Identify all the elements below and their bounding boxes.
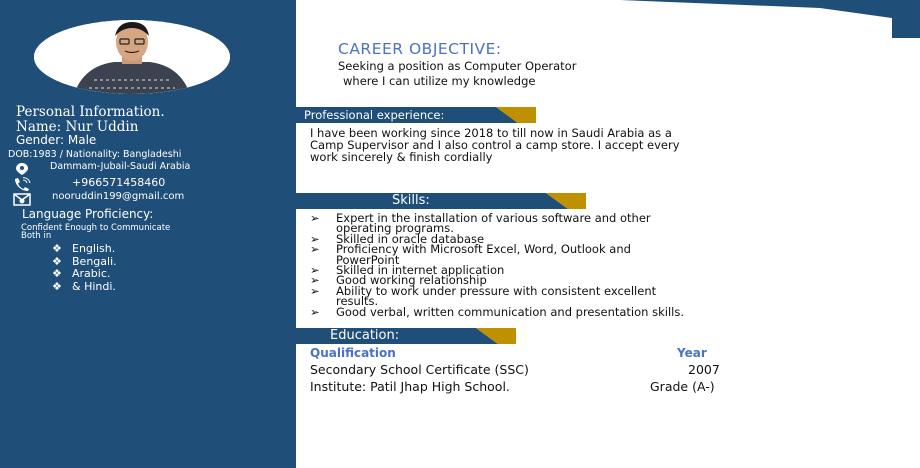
arrow-bullet-icon: ➢	[310, 231, 320, 246]
diamond-bullet-icon: ❖	[52, 267, 62, 280]
phone-number: +966571458460	[72, 176, 166, 189]
full-name: Name: Nur Uddin	[16, 119, 139, 135]
skills-list	[310, 213, 856, 317]
arrow-bullet-icon: ➢	[310, 211, 320, 225]
experience-header	[296, 107, 536, 123]
arrow-bullet-icon: ➢	[310, 283, 320, 298]
skill-item: ➢ Good verbal, written communication and presentation skills.	[310, 304, 684, 319]
location: Dammam-Jubail-Saudi Arabia	[50, 161, 191, 172]
arrow-bullet-icon: ➢	[310, 242, 320, 257]
experience-text: I have been working since 2018 to till now in Saudi Arabia as a Camp Supervisor and I also control a camp store. I accept every work sincerely & finish cordially	[310, 126, 680, 164]
language-item: ❖ English.	[52, 242, 116, 255]
language-item: ❖ Bengali.	[52, 254, 117, 268]
grade: Grade (A-)	[650, 379, 715, 394]
education-title: Education:	[330, 328, 400, 343]
diamond-bullet-icon: ❖	[52, 279, 62, 293]
arrow-bullet-icon: ➢	[310, 273, 320, 288]
skill-item: ➢ Proficiency with Microsoft Excel, Word, Outlook and PowerPoint	[310, 242, 631, 267]
skill-item: ➢ Skilled in internet application	[310, 263, 505, 278]
institute: Institute: Patil Jhap High School.	[310, 379, 510, 394]
objective-line-2: where I can utilize my knowledge	[343, 74, 536, 88]
diamond-bullet-icon: ❖	[52, 242, 62, 255]
profile-photo	[34, 20, 230, 94]
career-objective-title: CAREER OBJECTIVE:	[338, 40, 502, 58]
experience-title: Professional experience:	[304, 108, 445, 122]
skill-item: ➢ Skilled in oracle database	[310, 231, 485, 246]
skills-header	[296, 193, 586, 209]
language-item: ❖ & Hindi.	[52, 279, 116, 293]
language-note-1: Confident Enough to Communicate	[21, 223, 171, 233]
objective-line-1: Seeking a position as Computer Operator	[338, 59, 577, 73]
language-list	[52, 243, 117, 293]
location-pin-icon	[12, 162, 32, 176]
language-note-2: Both in	[21, 231, 52, 241]
email-icon	[12, 192, 32, 206]
qualification-header: Qualification	[310, 346, 396, 360]
dob-nationality: DOB:1983 / Nationality: Bangladeshi	[8, 149, 182, 160]
degree-year: 2007	[688, 362, 720, 377]
skills-title: Skills:	[392, 193, 430, 208]
arrow-bullet-icon: ➢	[310, 304, 320, 319]
degree: Secondary School Certificate (SSC)	[310, 362, 529, 377]
diamond-bullet-icon: ❖	[52, 254, 62, 268]
arrow-bullet-icon: ➢	[310, 263, 320, 278]
sidebar	[0, 0, 296, 468]
language-item: ❖ Arabic.	[52, 267, 111, 280]
phone-icon	[12, 177, 32, 191]
skill-item: ➢ Good working relationship	[310, 273, 487, 288]
email[interactable]: nooruddin199@gmail.com	[52, 191, 185, 202]
skill-item: ➢ Ability to work under pressure with consistent excellent results.	[310, 283, 657, 309]
gender: Gender: Male	[16, 133, 97, 147]
corner-decoration	[620, 0, 920, 40]
skill-item: ➢ Expert in the installation of various software and other operating programs.	[310, 211, 651, 236]
personal-info-title: Personal Information.	[16, 104, 165, 120]
education-header	[296, 328, 516, 344]
year-header: Year	[677, 346, 707, 360]
language-title: Language Proficiency:	[22, 207, 154, 221]
